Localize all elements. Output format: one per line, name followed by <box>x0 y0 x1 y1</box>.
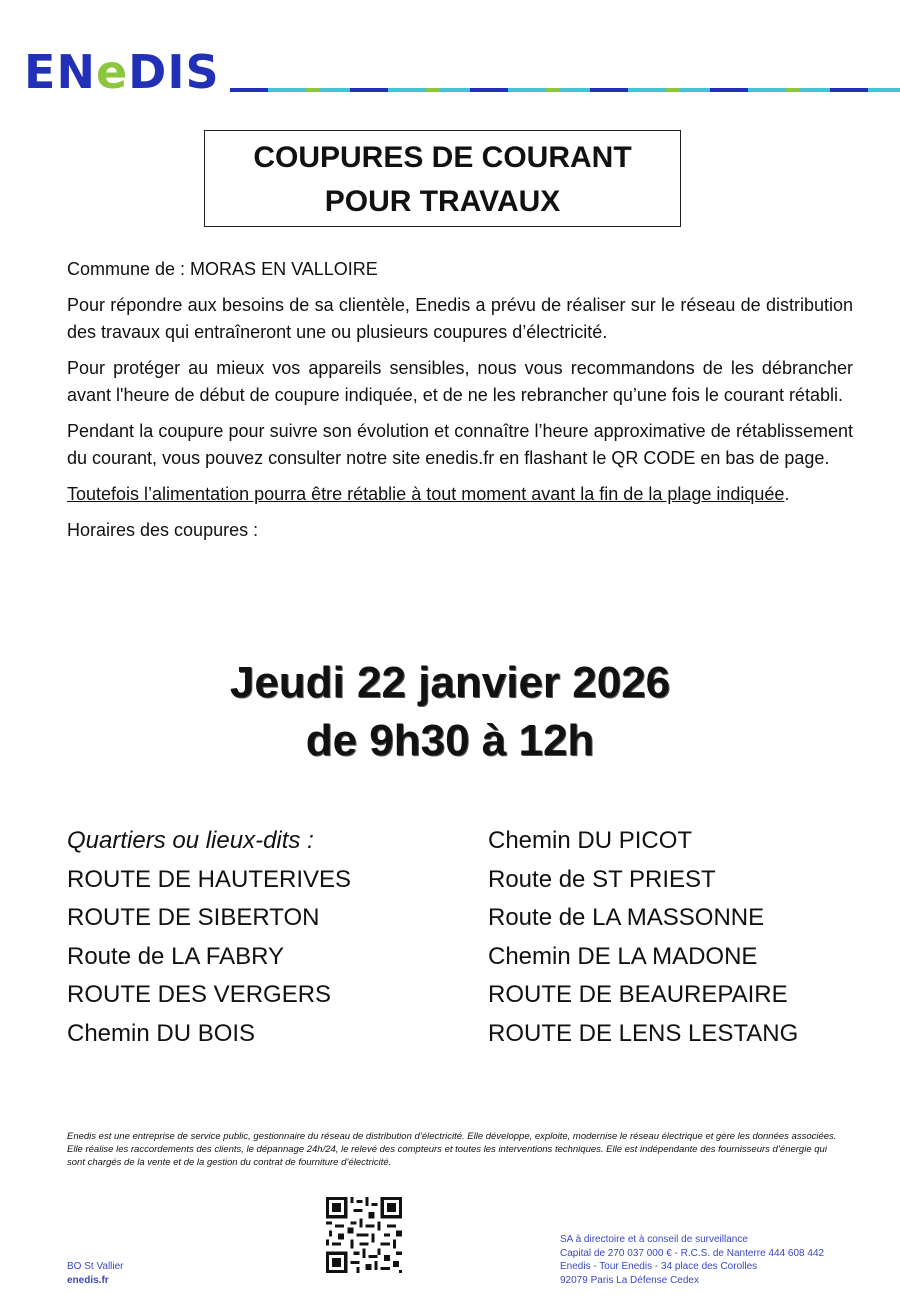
location-item: Chemin DU BOIS <box>67 1019 256 1047</box>
company-line-3: Enedis - Tour Enedis - 34 place des Corolles <box>560 1261 758 1272</box>
location-item: ROUTE DE LENS LESTANG <box>488 1019 799 1047</box>
outage-date: Jeudi 22 janvier 2026 <box>229 658 671 707</box>
location-item: ROUTE DE SIBERTON <box>67 904 320 932</box>
intro-paragraph-2: Pour protéger au mieux vos appareils sensibles, nous vous recommandons de les débrancher avant l'heure de début de coupure indiquée, et de ne les rebrancher qu’une fois le courant rétabli. <box>67 358 853 405</box>
website-link[interactable]: enedis.fr <box>67 1274 109 1286</box>
qr-code-icon[interactable] <box>326 1197 402 1273</box>
enedis-logo <box>24 46 220 98</box>
outage-time: de 9h30 à 12h <box>305 716 595 765</box>
locations-right-column <box>488 822 798 1054</box>
notice-period: . <box>784 484 790 504</box>
underlined-notice: Toutefois l’alimentation pourra être rétablie à tout moment avant la fin de la plage indiquée <box>67 484 785 504</box>
location-item: Route de LA MASSONNE <box>488 904 765 932</box>
location-item: ROUTE DE BEAUREPAIRE <box>488 981 788 1009</box>
horaires-label: Horaires des coupures : <box>67 520 259 540</box>
locations-left-column <box>67 822 351 1054</box>
header-divider <box>230 88 900 92</box>
title-line-2: POUR TRAVAUX <box>324 185 561 218</box>
intro-paragraph-4 <box>67 481 853 508</box>
footer-company-info <box>560 1233 824 1287</box>
intro-paragraph-1: Pour répondre aux besoins de sa clientèle, Enedis a prévu de réaliser sur le réseau de distribution des travaux qui entraîneront une ou plusieurs coupures d’électricité. <box>67 295 853 342</box>
title-line-1: COUPURES DE COURANT <box>253 141 632 174</box>
office-name: BO St Vallier <box>67 1261 124 1272</box>
legal-notice: Enedis est une entreprise de service public, gestionnaire du réseau de distribution d’électricité. Elle développe, exploite, modernise le réseau électrique et gère les données associées. Elle réalise les raccordements des clients, le dépannage 24h/24, le relevé des compteurs et toutes les interventions techniques. Elle est indépendante des fournisseurs d’énergie qui sont chargés de la vente et de la gestion du contrat de fourniture d’électricité. <box>67 1131 837 1168</box>
location-item: Route de ST PRIEST <box>488 865 716 893</box>
intro-paragraph-3: Pendant la coupure pour suivre son évolution et connaître l’heure approximative de rétablissement du courant, vous pouvez consulter notre site enedis.fr en flashant le QR CODE en bas de page. <box>67 421 853 468</box>
company-line-1: SA à directoire et à conseil de surveillance <box>560 1234 748 1245</box>
company-line-2: Capital de 270 037 000 € - R.C.S. de Nanterre 444 608 442 <box>560 1247 825 1259</box>
commune-line: Commune de : MORAS EN VALLOIRE <box>67 259 378 279</box>
footer-left <box>67 1260 124 1287</box>
title-box <box>204 130 681 227</box>
logo-text: ENeDIS <box>24 45 220 99</box>
location-item: ROUTE DES VERGERS <box>67 981 332 1009</box>
location-item: Chemin DU PICOT <box>488 827 693 854</box>
locations-heading: Quartiers ou lieux-dits : <box>67 827 314 854</box>
outage-schedule <box>0 654 900 770</box>
company-line-4: 92079 Paris La Défense Cedex <box>560 1274 699 1286</box>
location-item: ROUTE DE HAUTERIVES <box>67 865 352 893</box>
location-item: Route de LA FABRY <box>67 942 285 970</box>
intro-section <box>67 256 853 553</box>
location-item: Chemin DE LA MADONE <box>488 942 758 970</box>
